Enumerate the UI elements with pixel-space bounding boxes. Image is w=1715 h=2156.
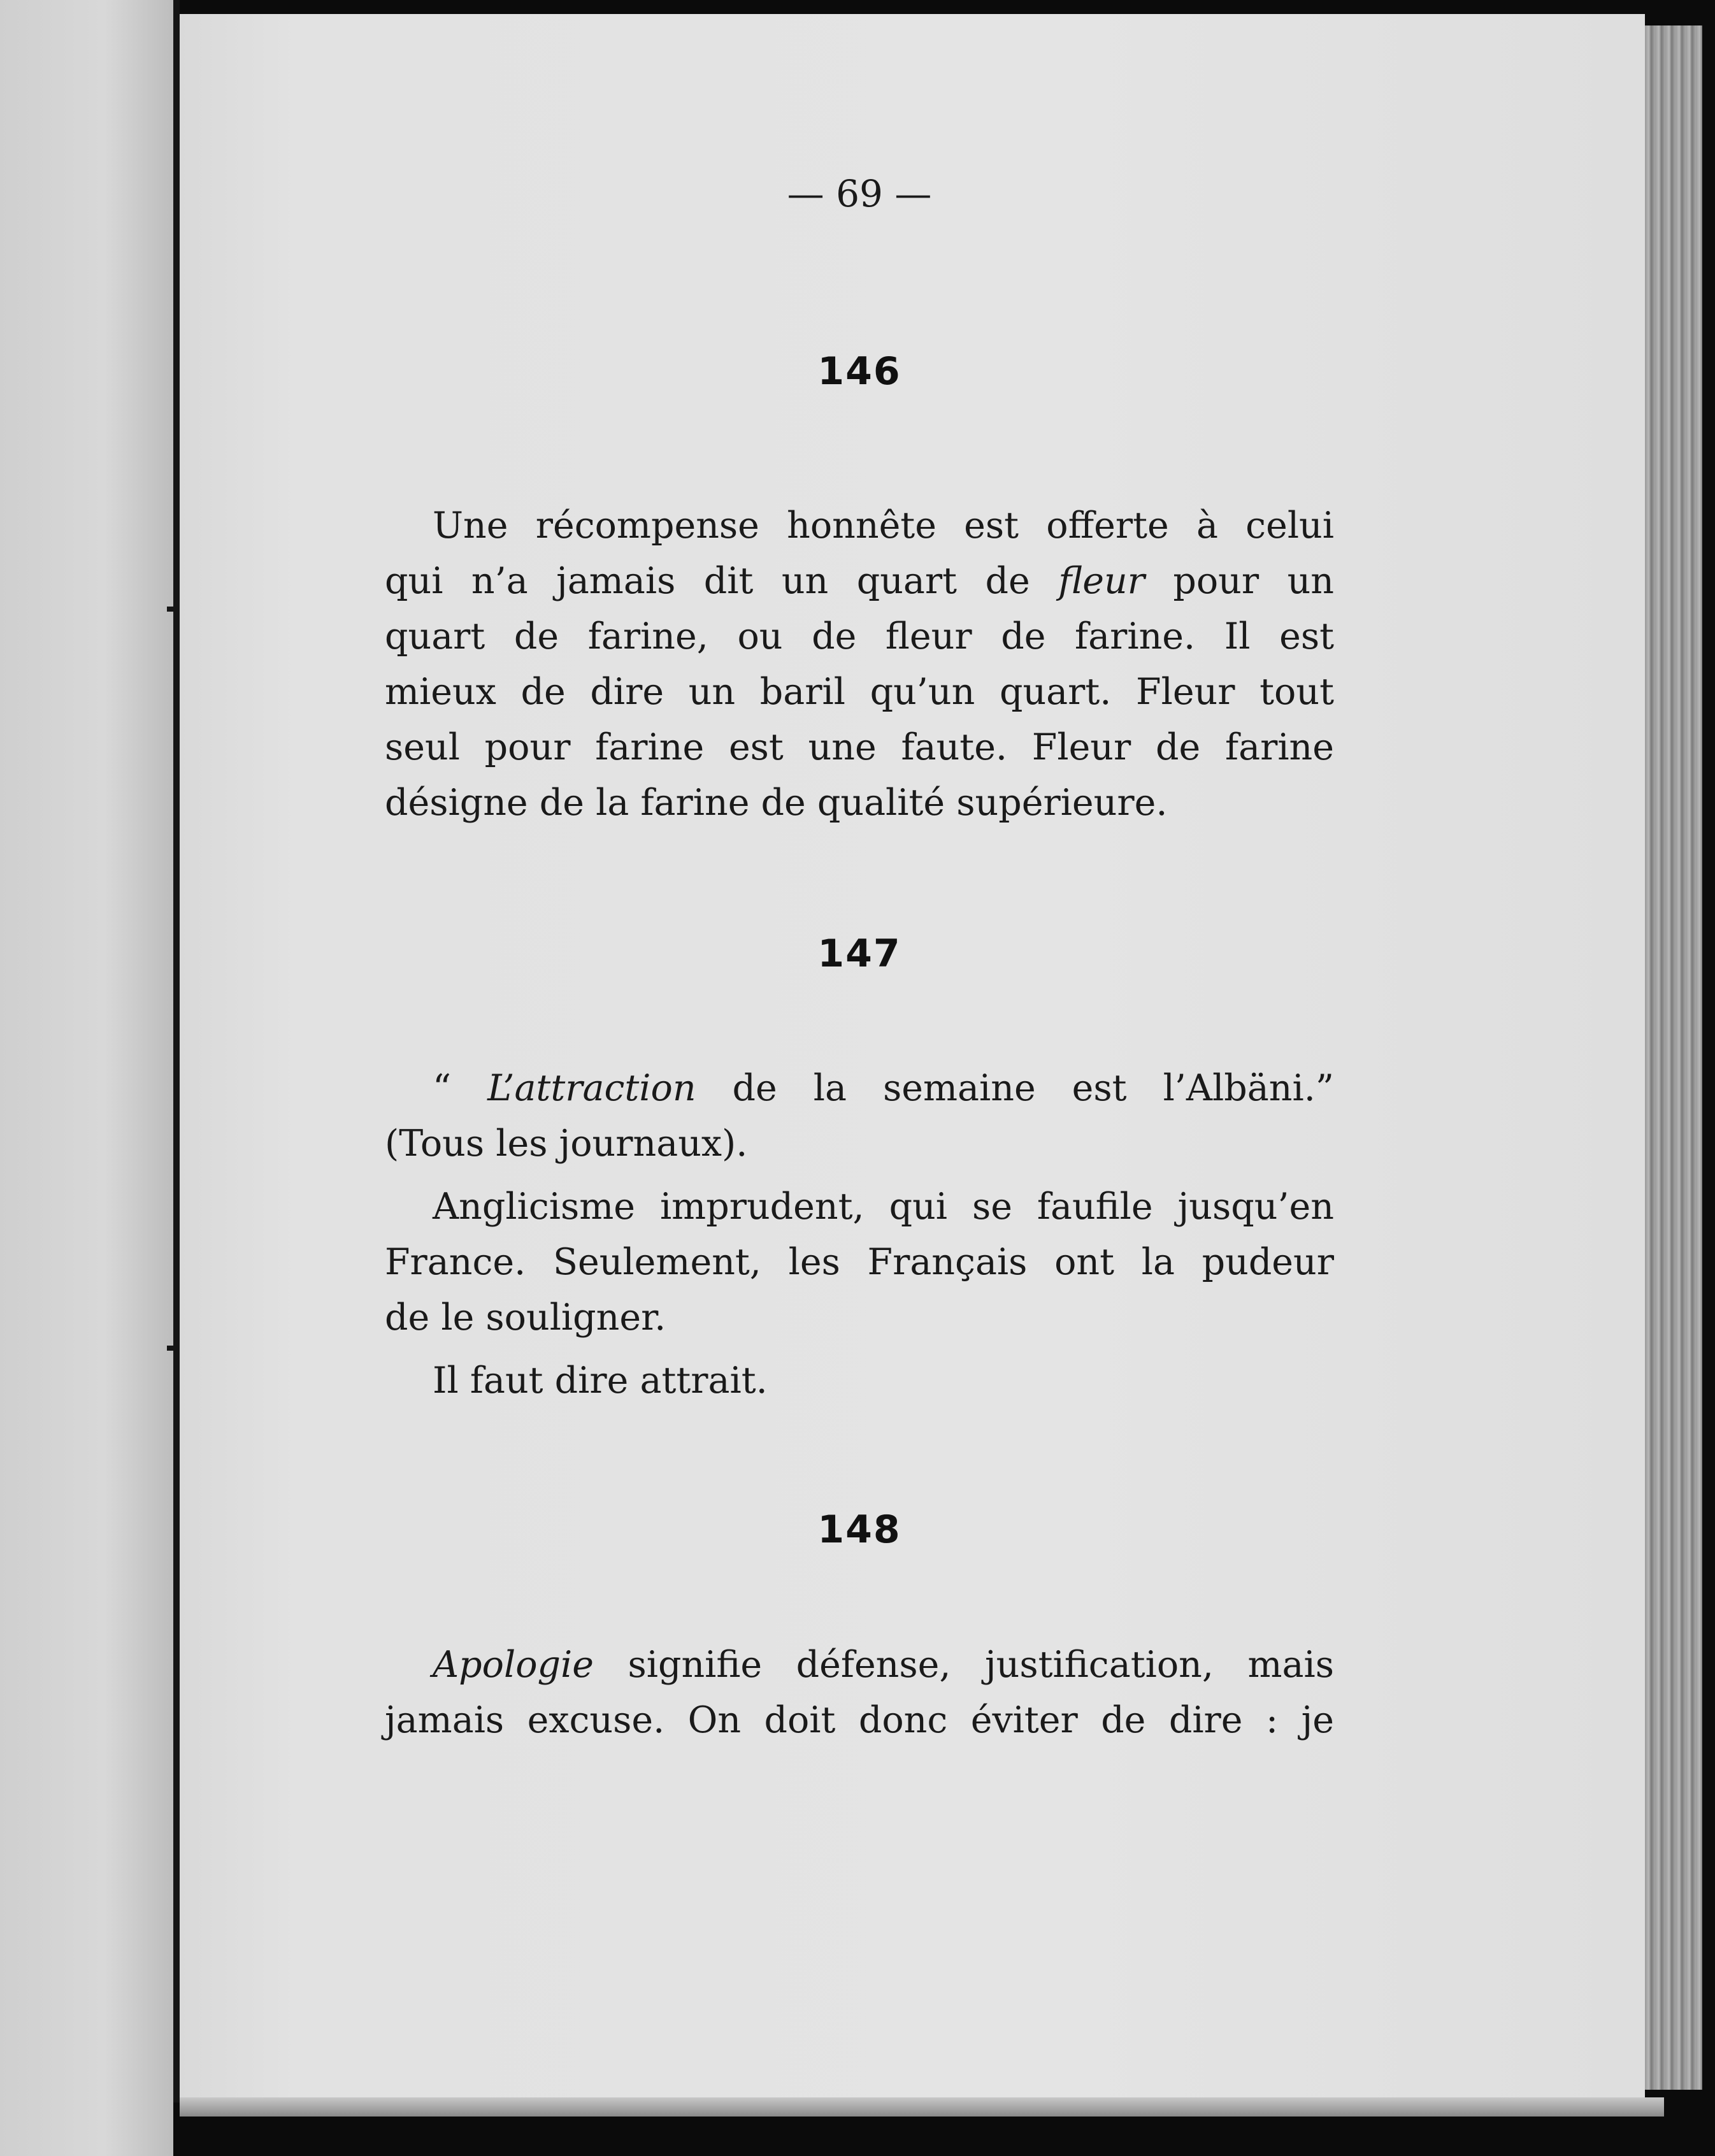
- section-number-148: 148: [817, 1507, 901, 1552]
- text-run: “: [433, 1067, 488, 1109]
- italic-term: fleur: [1058, 560, 1145, 602]
- text-line: mieux de dire un baril qu’un quart. Fleur tout: [385, 671, 1334, 713]
- text-line: jamais excuse. On doit donc éviter de dire : je: [385, 1699, 1334, 1741]
- page-number: — 69 —: [787, 172, 932, 215]
- paragraph: [385, 1353, 1334, 1409]
- section-147-text: [385, 1061, 1334, 1409]
- page-bottom-edge: [180, 2097, 1664, 2116]
- book-page: [180, 14, 1645, 2097]
- text-line: [385, 1637, 1334, 1693]
- text-line: Anglicisme imprudent, qui se faufile jusqu’en: [433, 1186, 1334, 1228]
- italic-term: L’attraction: [487, 1067, 696, 1109]
- section-number-146: 146: [817, 349, 901, 394]
- text-line: France. Seulement, les Français ont la pudeur: [385, 1241, 1334, 1283]
- paragraph: [385, 1179, 1334, 1346]
- gutter-line: [173, 0, 180, 2102]
- page-stack-edge: [1645, 25, 1702, 2090]
- text-line: Il faut dire attrait.: [433, 1360, 768, 1402]
- text-line: [385, 554, 1334, 609]
- section-146-text: [385, 498, 1334, 831]
- text-run: de la semaine est l’Albäni.”: [696, 1067, 1334, 1109]
- paragraph: [385, 498, 1334, 831]
- text-line: (Tous les journaux).: [385, 1123, 748, 1165]
- section-number-147: 147: [817, 931, 901, 976]
- text-run: qui n’a jamais dit un quart de: [385, 560, 1059, 602]
- text-line: de le souligner.: [385, 1297, 666, 1339]
- text-line: désigne de la farine de qualité supérieure.: [385, 782, 1168, 824]
- text-line: seul pour farine est une faute. Fleur de farine: [385, 726, 1334, 768]
- text-line: [385, 1061, 1334, 1116]
- text-run: pour un: [1144, 560, 1334, 602]
- text-line: Une récompense honnête est offerte à celui: [433, 505, 1334, 547]
- italic-term: Apologie: [433, 1644, 594, 1686]
- text-run: signifie défense, justification, mais: [593, 1644, 1334, 1686]
- paragraph: [385, 1061, 1334, 1172]
- paragraph: [385, 1637, 1334, 1748]
- left-page-edge: [0, 0, 173, 2156]
- text-line: quart de farine, ou de fleur de farine. Il est: [385, 615, 1334, 658]
- section-148-text: [385, 1637, 1334, 1748]
